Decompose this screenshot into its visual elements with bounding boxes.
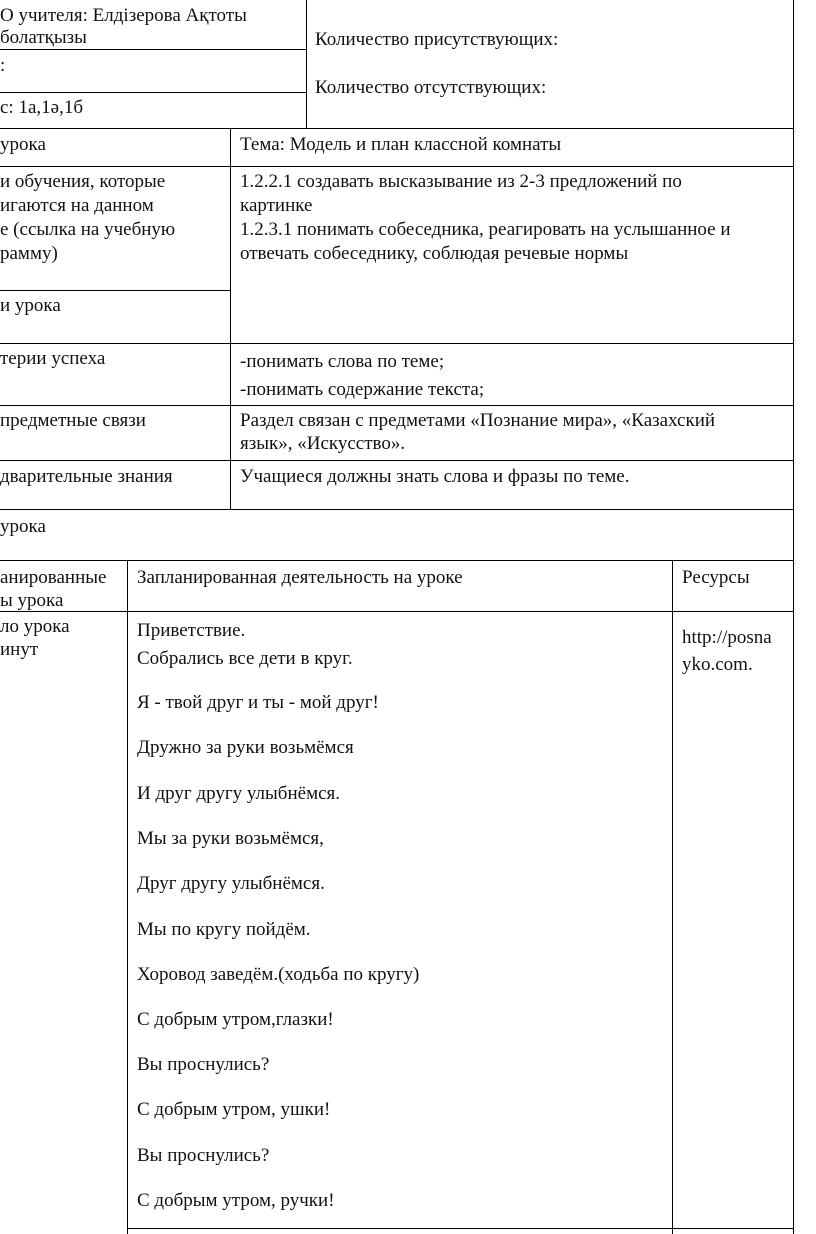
row-divider-goals [0,166,794,167]
learning-goal-line2: картинке [240,195,313,216]
row-divider-aims [0,290,231,291]
activity-line-2: Собрались все дети в круг. [137,648,353,669]
planned-stages-header-line2: ы урока [0,590,64,611]
class-label: с: 1а,1ә,1б [0,97,83,118]
lesson-section-label: урока [0,134,46,155]
success-criterion-2: -понимать содержание текста; [240,379,485,400]
stage-label-line1: ло урока [0,616,70,637]
learning-goals-label-line3: е (ссылка на учебную [0,219,176,240]
activity-line-4: Дружно за руки возьмёмся [137,737,354,758]
success-criterion-1: -понимать слова по теме; [240,351,445,372]
activity-line-10: С добрым утром,глазки! [137,1009,334,1030]
row-divider-plan-header [0,560,794,561]
activity-line-7: Друг другу улыбнёмся. [137,873,325,894]
learning-goals-label-line4: рамму) [0,243,58,264]
activity-line-12: С добрым утром, ушки! [137,1099,331,1120]
table-bottom-border [127,1228,794,1229]
resource-link-line2[interactable]: yko.com. [682,654,753,675]
activity-line-9: Хоровод заведём.(ходьба по кругу) [137,964,420,985]
row-divider-criteria [0,343,794,344]
row-divider-prior [0,460,794,461]
table-right-border [793,0,794,1234]
planned-activity-header: Запланированная деятельность на уроке [137,567,463,588]
activity-line-11: Вы проснулись? [137,1054,270,1075]
row-divider-plan-body [0,611,794,612]
header-column-divider [306,0,307,128]
row-divider-course [0,509,794,510]
success-criteria-label: терии успеха [0,348,106,369]
cross-links-label: предметные связи [0,410,146,431]
learning-goals-label-line2: игаются на данном [0,195,154,216]
resources-header: Ресурсы [682,567,750,588]
teacher-name-line2: болатқызы [0,27,87,48]
learning-goal-line3: 1.2.3.1 понимать собеседника, реагировать на услышанное и [240,219,731,240]
activity-line-1: Приветствие. [137,620,246,641]
cross-links-line1: Раздел связан с предметами «Познание мира», «Казахский [240,410,716,431]
prior-knowledge-label: дварительные знания [0,466,173,487]
learning-goal-line1: 1.2.2.1 создавать высказывание из 2-3 предложений по [240,171,682,192]
planned-stages-header-line1: анированные [0,567,107,588]
teacher-name-line1: О учителя: Елдізерова Ақтоты [0,5,247,26]
activity-line-3: Я - твой друг и ты - мой друг! [137,692,379,713]
row-divider-links [0,405,794,406]
lesson-topic: Тема: Модель и план классной комнаты [240,134,562,155]
lesson-course-label: урока [0,516,46,537]
prior-knowledge-text: Учащиеся должны знать слова и фразы по теме. [240,466,630,487]
plan-column-divider-2 [672,560,673,1234]
row-divider-topic [0,128,794,129]
mid-column-divider [230,128,231,509]
absent-count-label: Количество отсутствующих: [315,77,547,98]
learning-goals-label-line1: и обучения, которые [0,171,166,192]
learning-goal-line4: отвечать собеседнику, соблюдая речевые нормы [240,243,629,264]
lesson-aims-label: и урока [0,295,61,316]
header-divider-2 [0,92,306,93]
stage-label-line2: инут [0,639,39,660]
activity-line-14: С добрым утром, ручки! [137,1190,335,1211]
cross-links-line2: язык», «Искусство». [240,433,406,454]
resource-link-line1[interactable]: http://posna [682,627,772,648]
activity-line-6: Мы за руки возьмёмся, [137,828,324,849]
activity-line-13: Вы проснулись? [137,1145,270,1166]
present-count-label: Количество присутствующих: [315,29,559,50]
activity-line-5: И друг другу улыбнёмся. [137,783,341,804]
plan-column-divider-1 [127,560,128,1234]
date-label: : [0,55,6,76]
activity-line-8: Мы по кругу пойдём. [137,919,311,940]
